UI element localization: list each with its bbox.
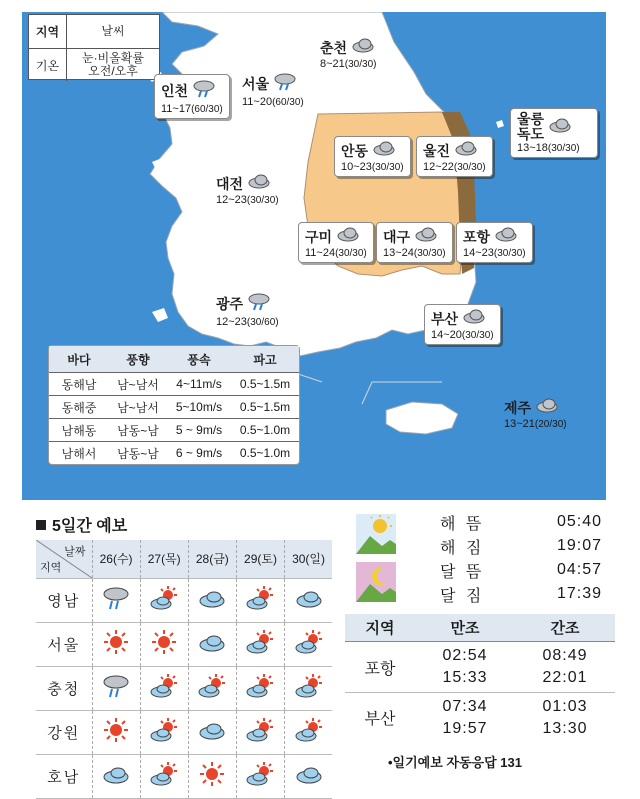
sea-conditions-table [48,345,300,465]
cloud-icon [101,772,131,789]
rain-icon [247,291,271,316]
legend-prob-label: 눈·비올확률 [82,51,144,65]
ars-phone-info: •일기예보 자동응답 131 [388,755,522,770]
city-chuncheon: 춘천 8~21(30/30) [314,34,382,73]
sun-cloud-icon [149,774,179,791]
cloud-icon [548,117,572,138]
city-gwangju: 광주 12~23(30/60) [210,288,285,331]
forecast-row [36,666,332,710]
forecast-cell [285,754,332,798]
sun-cloud-icon [294,686,324,703]
astro-row: 해 뜸 05:40 [440,513,602,533]
sun-moon-times [350,510,610,606]
forecast-day-header: 29(토) [236,540,284,578]
cloud-icon [535,397,559,418]
cloud-icon [197,640,227,657]
forecast-day-header: 26(수) [92,540,140,578]
forecast-day-header: 27(목) [140,540,188,578]
sun-icon [149,642,179,659]
sun-cloud-icon [294,642,324,659]
city-ulleung: 울릉 독도 13~18(30/30) [510,108,598,158]
tide-header: 지역 만조 간조 [345,614,615,642]
forecast-cell [285,710,332,754]
city-busan: 부산 14~20(30/30) [424,304,501,345]
forecast-cell [92,578,140,622]
forecast-row [36,622,332,666]
tide-row: 포항 02:54 15:33 08:49 22:01 [364,647,588,686]
forecast-cell [92,710,140,754]
cloud-icon [494,226,518,247]
forecast-title: 5일간 예보 [36,513,127,536]
forecast-cell [236,710,284,754]
forecast-cell [140,754,188,798]
forecast-cell [92,622,140,666]
forecast-cell [236,578,284,622]
sun-cloud-icon [149,686,179,703]
sea-table-header: 바다 풍향 풍속 파고 [49,346,299,372]
cloud-icon [197,728,227,745]
forecast-row [36,710,332,754]
sea-row: 남해동 남동~남 5 ~ 9m/s 0.5~1.0m [49,418,299,441]
forecast-region: 영남 [36,578,92,622]
cloud-icon [351,37,375,58]
city-daegu: 대구 13~24(30/30) [376,222,453,263]
city-uljin: 울진 12~22(30/30) [416,136,493,177]
forecast-cell [188,622,236,666]
cloud-icon [462,308,486,329]
jeju-island-shape [386,402,458,434]
sun-cloud-icon [245,686,275,703]
forecast-cell [140,710,188,754]
city-andong: 안동 10~23(30/30) [334,136,411,177]
forecast-table [36,540,332,799]
cloud-icon [454,140,478,161]
rain-icon [273,71,297,96]
city-gumi: 구미 11~24(30/30) [298,222,374,263]
forecast-cell [188,754,236,798]
rain-icon [101,686,131,703]
sun-icon [197,774,227,791]
astro-row: 달 짐 17:39 [440,585,602,605]
forecast-cell [92,666,140,710]
forecast-cell [92,754,140,798]
astro-row: 해 짐 19:07 [440,537,602,557]
cloud-icon [294,772,324,789]
city-jeju: 제주 13~21(20/30) [498,394,573,433]
cloud-icon [372,140,396,161]
forecast-day-header: 30(일) [285,540,332,578]
sun-cloud-icon [149,598,179,615]
tide-table [345,614,615,742]
sea-row: 동해중 남~남서 5~10m/s 0.5~1.5m [49,395,299,418]
forecast-cell [285,622,332,666]
sun-cloud-icon [245,642,275,659]
ulleung-island-shape [496,120,504,128]
forecast-cell [236,754,284,798]
forecast-day-header: 28(금) [188,540,236,578]
legend-region-label: 지역 [29,15,67,48]
forecast-row [36,578,332,622]
forecast-cell [236,666,284,710]
legend-temp-label: 기온 [29,49,67,81]
rain-icon [192,78,216,103]
forecast-cell [140,578,188,622]
cloud-icon [414,226,438,247]
weather-map [22,12,606,500]
sun-cloud-icon [245,598,275,615]
legend-ampm-label: 오전/오후 [88,64,138,78]
forecast-cell [140,666,188,710]
forecast-region: 강원 [36,710,92,754]
cloud-icon [197,596,227,613]
southwest-island-shape [152,308,168,322]
cloud-icon [247,173,271,194]
forecast-cell [285,666,332,710]
sea-row: 동해남 남~남서 4~11m/s 0.5~1.5m [49,372,299,395]
cloud-icon [294,596,324,613]
forecast-cell [140,622,188,666]
sun-cloud-icon [149,730,179,747]
tide-row: 부산 07:34 19:57 01:03 13:30 [345,692,615,742]
rain-icon [101,598,131,615]
sun-cloud-icon [294,730,324,747]
forecast-cell [188,710,236,754]
sea-boundary-line [362,382,442,404]
forecast-region: 서울 [36,622,92,666]
forecast-cell [188,578,236,622]
sea-row: 남해서 남동~남 6 ~ 9m/s 0.5~1.0m [49,441,299,464]
forecast-cell [285,578,332,622]
sun-cloud-icon [245,774,275,791]
sun-cloud-icon [197,686,227,703]
forecast-cell [188,666,236,710]
astro-row: 달 뜸 04:57 [440,561,602,581]
city-pohang: 포항 14~23(30/30) [456,222,533,263]
city-daejeon: 대전 12~23(30/30) [210,170,285,209]
cloud-icon [336,226,360,247]
sun-cloud-icon [245,730,275,747]
city-seoul: 서울 11~20(60/30) [236,68,310,111]
map-legend [28,14,160,80]
forecast-region: 충청 [36,666,92,710]
forecast-corner-cell: 날짜 지역 [36,540,92,578]
sun-icon [101,730,131,747]
city-incheon: 인천 11~17(60/30) [154,74,230,119]
forecast-cell [236,622,284,666]
forecast-row [36,754,332,798]
sun-icon [101,642,131,659]
legend-weather-label: 날씨 [101,24,125,38]
forecast-region: 호남 [36,754,92,798]
bullet-square-icon [36,520,46,530]
